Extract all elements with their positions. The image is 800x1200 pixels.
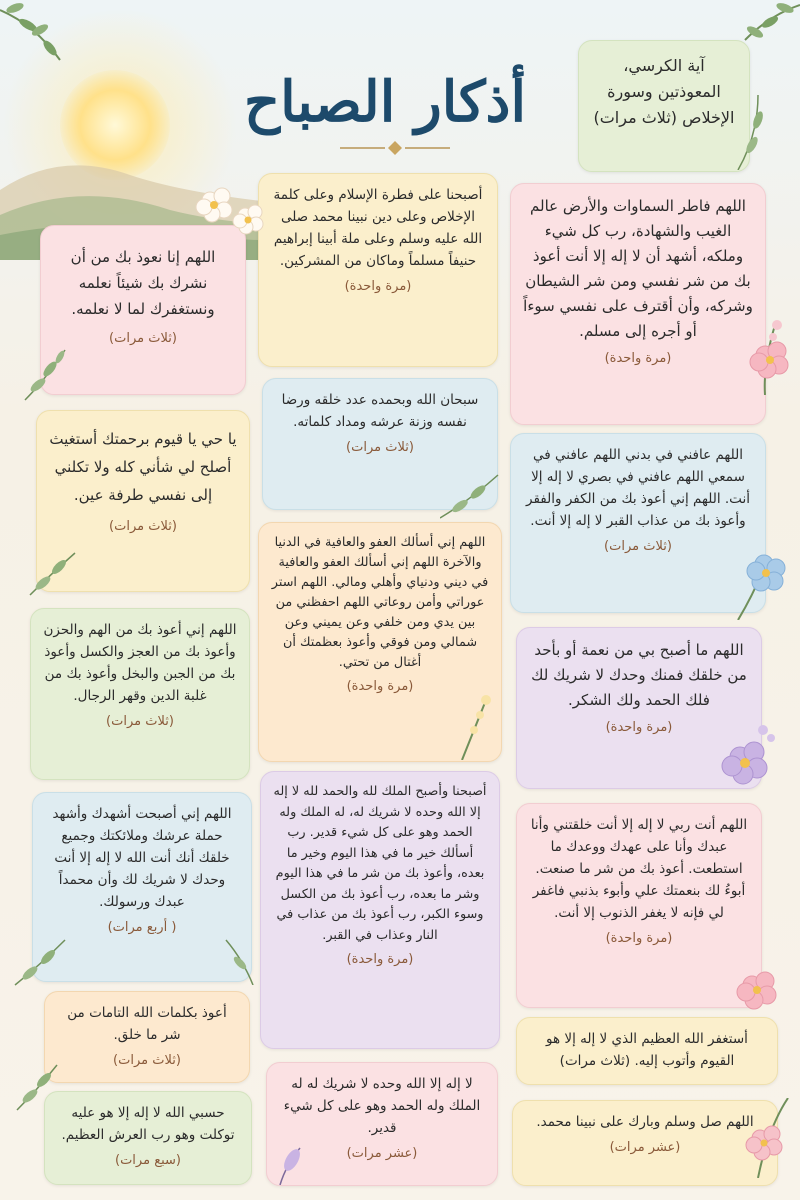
card-asbahna-wa-asbaha	[260, 771, 500, 1049]
page-title: أذكار الصباح	[243, 69, 527, 135]
card-text: اللهم إني أسألك العفو والعافية في الدنيا والآخرة اللهم إني أسألك العفو والعافية في ديني ودنياي وأهلي ومالي. اللهم استر عوراتي وأمن روعاتي اللهم احفظني من بين يدي ومن خلفي وعن يميني وعن شمالي ومن فوقي وأعوذ بعظمتك أن أغتال من تحتي.	[271, 535, 489, 670]
card-text: أستغفر الله العظيم الذي لا إله إلا هو القيوم وأتوب إليه. (ثلاث مرات)	[546, 1031, 748, 1069]
card-count: (مرة واحدة)	[346, 679, 414, 694]
card-text: اللهم إني أصبحت أشهدك وأشهد حملة عرشك وملائكتك وجميع خلقك أنك أنت الله لا إله إلا أنت وحدك لا شريك لك وأن محمداً عبدك ورسولك.	[52, 806, 232, 910]
card-text: آية الكرسي، المعوذتين وسورة الإخلاص (ثلاث مرات)	[593, 56, 735, 127]
purple-flower-icon	[705, 712, 780, 792]
card-count: (سبع مرات)	[115, 1153, 181, 1168]
leaf-sprig-icon	[10, 935, 70, 990]
card-count: (ثلاث مرات)	[109, 519, 177, 534]
leaf-branch-icon	[0, 0, 70, 70]
card-astaghfirullah	[516, 1017, 778, 1085]
card-text: اللهم عافني في بدني اللهم عافني في سمعي اللهم عافني في بصري لا إله إلا أنت. اللهم إني أعوذ بك من الكفر والفقر وأعوذ بك من عذاب القبر لا إله إلا أنت.	[526, 447, 750, 529]
card-text: اللهم إنا نعوذ بك من أن نشرك بك شيئاً نعلمه ونستغفرك لما لا نعلمه.	[70, 248, 216, 318]
pink-flower-icon	[735, 305, 795, 395]
card-count: (عشر مرات)	[609, 1140, 681, 1155]
card-count: ( أربع مرات)	[107, 920, 177, 935]
title-ornament-icon	[340, 140, 450, 156]
leaf-branch-icon	[735, 0, 800, 45]
card-text: اللهم أنت ربي لا إله إلا أنت خلقتني وأنا عبدك وأنا على عهدك ووعدك ما استطعت. أعوذ بك من شر ما صنعت. أبوءُ لك بنعمتك علي وأبوء بذنبي فاغفر لي فإنه لا يغفر الذنوب إلا أنت.	[530, 817, 748, 921]
card-count: (مرة واحدة)	[604, 351, 672, 366]
card-text: حسبي الله لا إله إلا هو عليه توكلت وهو رب العرش العظيم.	[61, 1105, 235, 1143]
card-text: أعوذ بكلمات الله التامات من شر ما خلق.	[67, 1005, 227, 1043]
card-text: أصبحنا وأصبح الملك لله والحمد لله لا إله إلا الله وحده لا شريك له، له الملك وله الحمد وهو على كل شيء قدير. رب أسألك خير ما في هذا اليوم وخير ما بعده، وأعوذ بك من شر ما في هذا اليوم وشر ما بعده، رب أعوذ بك من الكسل وسوء الكبر، رب أعوذ بك من عذاب في النار وعذاب في القبر.	[273, 784, 487, 943]
card-count: (ثلاث مرات)	[109, 331, 177, 346]
card-text: اللهم صل وسلم وبارك على نبينا محمد.	[536, 1114, 754, 1130]
card-fater-samawat	[510, 183, 766, 425]
pink-flower-icon	[728, 1098, 798, 1178]
card-ayat-al-kursi	[578, 40, 750, 172]
card-kalimat-tammat	[44, 991, 250, 1083]
leaf-sprig-icon	[728, 90, 778, 170]
card-text: سبحان الله وبحمده عدد خلقه ورضا نفسه وزنة عرشه ومداد كلماته.	[281, 392, 479, 430]
card-count: (ثلاث مرات)	[106, 714, 174, 729]
card-count: (مرة واحدة)	[605, 720, 673, 735]
card-count: (مرة واحدة)	[344, 279, 412, 294]
card-count: (ثلاث مرات)	[604, 539, 672, 554]
yellow-flower-icon	[452, 690, 500, 760]
leaf-sprig-icon	[218, 935, 258, 985]
card-count: (مرة واحدة)	[605, 931, 673, 946]
card-text: أصبحنا على فطرة الإسلام وعلى كلمة الإخلاص وعلى دين نبينا محمد صلى الله عليه وسلم وعلى ملة أبينا إبراهيم حنيفاً مسلماً وماكان من المشركين.	[273, 187, 483, 269]
white-flower-icon	[190, 180, 270, 240]
card-text: اللهم ما أصبح بي من نعمة أو بأحد من خلقك فمنك وحدك لا شريك لك فلك الحمد ولك الشكر.	[531, 641, 747, 709]
leaf-sprig-icon	[25, 545, 80, 600]
card-count: (ثلاث مرات)	[346, 440, 414, 455]
card-text: لا إله إلا الله وحده لا شريك له له الملك وله الحمد وهو على كل شيء قدير.	[283, 1076, 481, 1136]
card-count: (ثلاث مرات)	[113, 1053, 181, 1068]
card-naudhu-bika	[40, 225, 246, 395]
leaf-sprig-icon	[12, 1060, 62, 1115]
card-text: اللهم فاطر السماوات والأرض عالم الغيب والشهادة، رب كل شيء وملكه، أشهد أن لا إله إلا أنت أعوذ بك من شر نفسي ومن شر الشيطان وشركه، وأن أقترف على نفسي سوءاً أو أجره إلى مسلم.	[523, 197, 753, 340]
purple-flower-icon	[272, 1140, 312, 1185]
pink-flower-icon	[722, 960, 792, 1020]
card-fitrat-al-islam	[258, 173, 498, 367]
blue-flower-icon	[728, 540, 793, 620]
card-hasbiyallah	[44, 1091, 252, 1185]
card-count: (عشر مرات)	[346, 1146, 418, 1161]
card-count: (مرة واحدة)	[346, 952, 414, 967]
leaf-sprig-icon	[440, 470, 500, 520]
leaf-sprig-icon	[20, 345, 70, 405]
card-al-hamm-wal-hazan	[30, 608, 250, 780]
card-text: اللهم إني أعوذ بك من الهم والحزن وأعوذ بك من العجز والكسل وأعوذ بك من الجبن والبخل وأعوذ بك من غلبة الدين وقهر الرجال.	[43, 622, 237, 704]
card-text: يا حي يا قيوم برحمتك أستغيث أصلح لي شأني كله ولا تكلني إلى نفسي طرفة عين.	[49, 430, 237, 504]
